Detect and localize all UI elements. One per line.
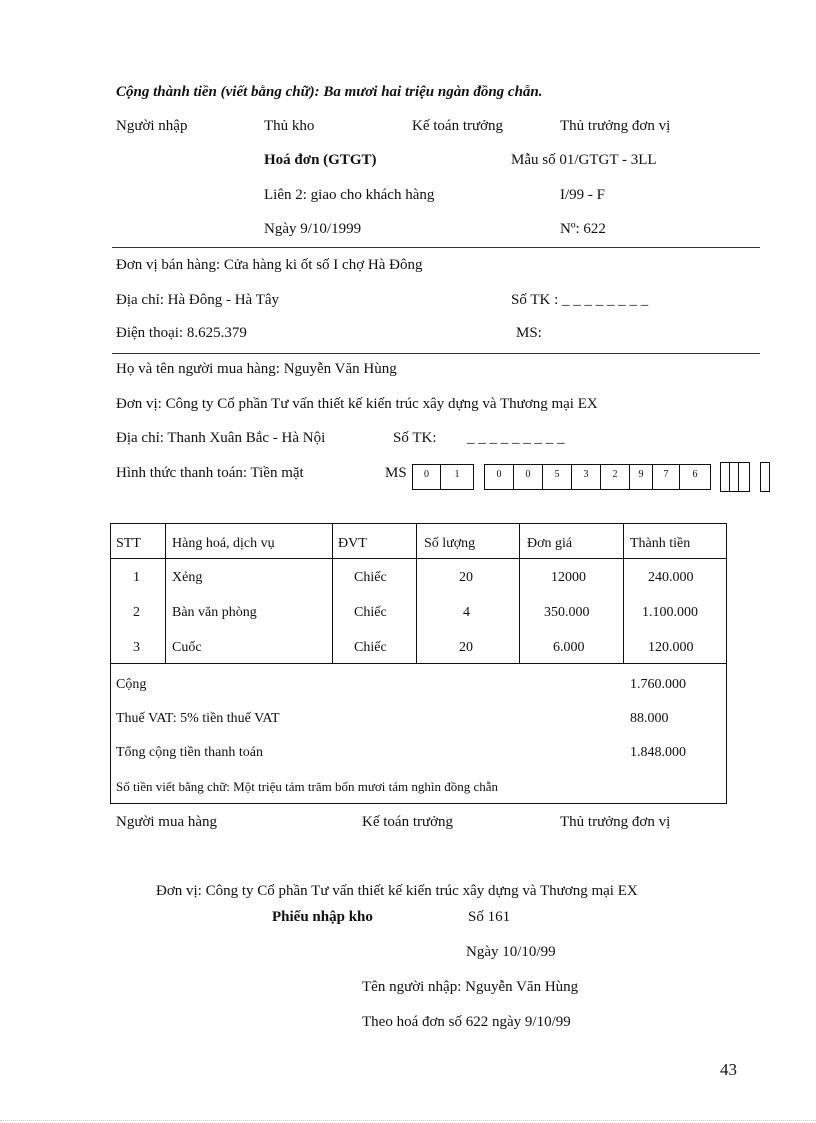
signature-chief-accountant: Kế toán trưởng [362,814,454,830]
table-header-cell: Số lượng [424,536,476,551]
table-cell: 1.100.000 [642,605,698,620]
tax-digit-box: 0 [412,464,441,490]
table-cell: 6.000 [553,640,585,655]
table-cell: 120.000 [648,640,694,655]
table-cell: Xẻng [172,570,203,585]
tax-digit-box: 0 [484,464,514,490]
subtotal-label: Cộng [116,677,147,692]
tax-digit-box: 9 [629,464,653,490]
amount-in-words: Số tiền viết bằng chữ: Một triệu tám trăm bốn mươi tám nghìn đồng chẵn [116,779,499,794]
page-number: 43 [720,1060,737,1079]
table-header-cell: Đơn giá [527,536,573,551]
page-edge [0,1120,816,1121]
vat-label: Thuế VAT: 5% tiền thuế VAT [116,711,280,726]
tax-digit-box-empty [738,462,750,492]
seller-unit: Đơn vị bán hàng: Cửa hàng ki ốt số I chợ Hà Đông [116,257,423,273]
table-header-cell: Hàng hoá, dịch vụ [172,536,275,551]
seller-account: Số TK : _ _ _ _ _ _ _ _ [511,292,649,308]
tax-digit-box-empty [760,462,770,492]
receipt-date: Ngày 10/10/99 [466,944,556,960]
receipt-number: Số 161 [468,909,511,925]
table-cell: 2 [133,605,140,620]
buyer-address: Địa chỉ: Thanh Xuân Bắc - Hà Nội [116,430,326,446]
table-cell: 4 [463,605,470,620]
table-cell: 1 [133,570,140,585]
table-header-cell: Thành tiền [630,536,691,551]
table-cell: 3 [133,640,140,655]
table-cell: Bàn văn phòng [172,605,257,620]
invoice-date: Ngày 9/10/1999 [264,221,362,237]
buyer-account-value: _ _ _ _ _ _ _ _ _ [467,430,565,446]
tax-digit-box: 7 [652,464,680,490]
table-cell: Chiếc [354,570,387,585]
invoice-number: Nº: 622 [560,221,606,237]
signature-storekeeper: Thủ kho [264,118,315,134]
invoice-copy: Liên 2: giao cho khách hàng [264,187,435,203]
receipt-unit: Đơn vị: Công ty Cổ phần Tư vấn thiết kế kiến trúc xây dựng và Thương mại EX [156,883,638,899]
receipt-title: Phiếu nhập kho [272,909,373,925]
receipt-reference: Theo hoá đơn số 622 ngày 9/10/99 [362,1014,571,1030]
tax-digit-box: 6 [679,464,711,490]
seller-tax-code: MS: [516,325,542,341]
tax-digit-box: 0 [513,464,543,490]
signature-chief-accountant: Kế toán trưởng [412,118,504,134]
table-header-cell: ĐVT [338,536,367,551]
receipt-receiver: Tên người nhập: Nguyễn Văn Hùng [362,979,579,995]
table-cell: Cuốc [172,640,202,655]
seller-address: Địa chỉ: Hà Đông - Hà Tây [116,292,280,308]
table-cell: 12000 [551,570,586,585]
table-cell: 240.000 [648,570,694,585]
tax-digit-box: 2 [600,464,630,490]
total-in-words-line: Cộng thành tiền (viết bằng chữ): Ba mươi hai triệu ngàn đồng chẵn. [116,84,543,100]
subtotal-value: 1.760.000 [630,677,686,692]
table-header-cell: STT [116,536,141,551]
signature-director: Thủ trưởng đơn vị [560,814,671,830]
buyer-unit: Đơn vị: Công ty Cổ phần Tư vấn thiết kế kiến trúc xây dựng và Thương mại EX [116,396,598,412]
table-cell: 20 [459,640,473,655]
tax-digit-box: 5 [542,464,572,490]
signature-director: Thủ trưởng đơn vị [560,118,671,134]
table-cell: Chiếc [354,605,387,620]
invoice-series: I/99 - F [560,187,605,203]
buyer-payment: Hình thức thanh toán: Tiền mặt [116,465,304,481]
total-label: Tổng cộng tiền thanh toán [116,745,263,760]
table-cell: 20 [459,570,473,585]
tax-digit-box: 3 [571,464,601,490]
signature-receiver: Người nhập [116,118,188,134]
invoice-form-no: Mẫu số 01/GTGT - 3LL [511,152,657,168]
tax-digit-box: 1 [440,464,474,490]
table-cell: Chiếc [354,640,387,655]
signature-buyer: Người mua hàng [116,814,218,830]
buyer-account-label: Số TK: [393,430,437,446]
buyer-tax-code-label: MS [385,465,407,481]
invoice-title: Hoá đơn (GTGT) [264,152,377,168]
divider [112,247,760,248]
vat-value: 88.000 [630,711,669,726]
total-value: 1.848.000 [630,745,686,760]
seller-phone: Điện thoại: 8.625.379 [116,325,247,341]
buyer-name: Họ và tên người mua hàng: Nguyễn Văn Hùng [116,361,397,377]
divider [112,353,760,354]
table-cell: 350.000 [544,605,590,620]
